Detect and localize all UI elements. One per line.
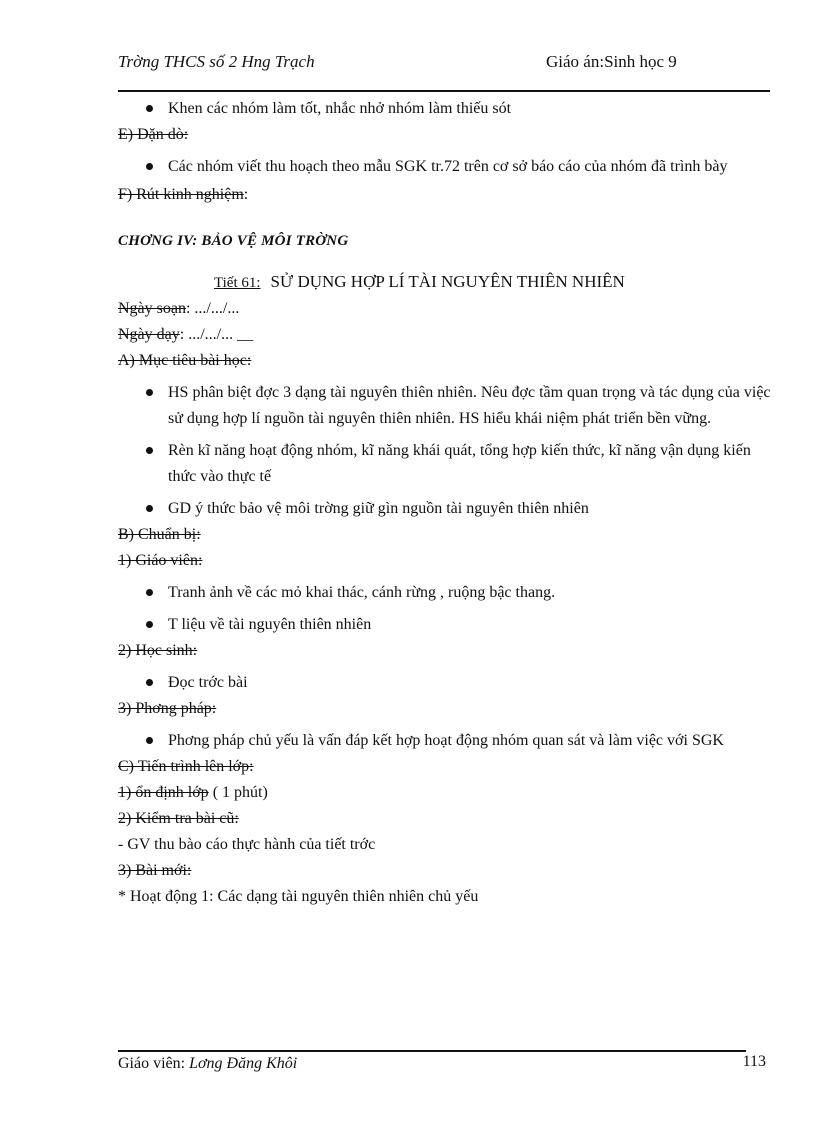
heading-hoc-sinh: 2) Học sinh: [118, 642, 198, 659]
heading-muc-tieu: A) Mục tiêu bài học: [118, 352, 252, 369]
heading-chuan-bi: B) Chuẩn bị: [118, 526, 201, 543]
header-subject: Giáo án:Sinh học 9 [546, 52, 677, 71]
footer-divider [118, 1050, 746, 1052]
value-ngay-soan: : .../.../... [185, 300, 240, 317]
page-header [118, 52, 770, 78]
heading-dan-do: E) Dặn dò: [118, 126, 189, 143]
heading-bai-moi: 3) Bài mới: [118, 862, 192, 879]
footer-teacher-label: Giáo viên: [118, 1055, 190, 1072]
label-ngay-soan: Ngày soạn [118, 300, 186, 317]
label-ngay-day: Ngày dạy [118, 326, 180, 343]
heading-kiem-tra: 2) Kiểm tra bài cũ: [118, 810, 239, 827]
header-school: Trờng THCS số 2 Hng Trạch [118, 52, 315, 71]
para-activity-1: * Hoạt động 1: Các dạng tài nguyên thiên nhiên chủ yếu [118, 888, 479, 905]
page-number: 113 [742, 1053, 766, 1070]
heading-giao-vien: 1) Giáo viên: [118, 552, 203, 569]
bullet-objective-attitude: GD ý thức bảo vệ môi trờng giữ gìn nguồn tài nguyên thiên nhiên [118, 496, 778, 522]
bullet-objective-skills: Rèn kĩ năng hoạt động nhóm, kĩ năng khái quát, tổng hợp kiến thức, kĩ năng vận dụng kiến thức vào thực tế [118, 438, 778, 490]
bullet-teacher-materials: T liệu về tài nguyên thiên nhiên [118, 612, 778, 638]
heading-phuong-phap: 3) Phơng pháp: [118, 700, 217, 717]
header-divider [118, 90, 770, 92]
bullet-teacher-pictures: Tranh ảnh về các mỏ khai thác, cánh rừng , ruộng bậc thang. [118, 580, 778, 606]
heading-on-dinh: 1) ổn định lớp [118, 784, 209, 801]
footer-teacher-name: Lơng Đăng Khôi [189, 1055, 298, 1072]
footer-teacher [118, 1055, 297, 1072]
bullet-praise-groups: Khen các nhóm làm tốt, nhắc nhở nhóm làm thiếu sót [118, 96, 778, 122]
page-footer [118, 1055, 770, 1073]
heading-tien-trinh: C) Tiến trình lên lớp: [118, 758, 254, 775]
heading-rut-kinh-nghiem: F) Rút kinh nghiệm [118, 186, 244, 203]
lesson-label: Tiết 61: [214, 275, 261, 291]
value-ngay-day: : .../.../... __ [179, 326, 254, 343]
lesson-title: SỬ DỤNG HỢP LÍ TÀI NGUYÊN THIÊN NHIÊN [270, 272, 625, 291]
heading-colon: : [243, 186, 249, 203]
document-body [118, 96, 778, 910]
bullet-student-read: Đọc trớc bài [118, 670, 778, 696]
bullet-method: Phơng pháp chủ yếu là vấn đáp kết hợp hoạt động nhóm quan sát và làm việc với SGK [118, 728, 778, 754]
bullet-objective-knowledge: HS phân biệt đợc 3 dạng tài nguyên thiên nhiên. Nêu đợc tầm quan trọng và tác dụng của việc sử dụng hợp lí nguồn tài nguyên thiên nhiên. HS hiểu khái niệm phát triển bền vững. [118, 380, 778, 432]
value-on-dinh: ( 1 phút) [208, 784, 268, 801]
bullet-write-report: Các nhóm viết thu hoạch theo mẫu SGK tr.72 trên cơ sở báo cáo của nhóm đã trình bày [118, 154, 778, 180]
lesson-heading [118, 269, 778, 296]
para-collect-reports: - GV thu bào cáo thực hành của tiết trớc [118, 836, 376, 853]
chapter-title: CHƠNG IV: BẢO VỆ MÔI TRỜNG [118, 233, 349, 249]
